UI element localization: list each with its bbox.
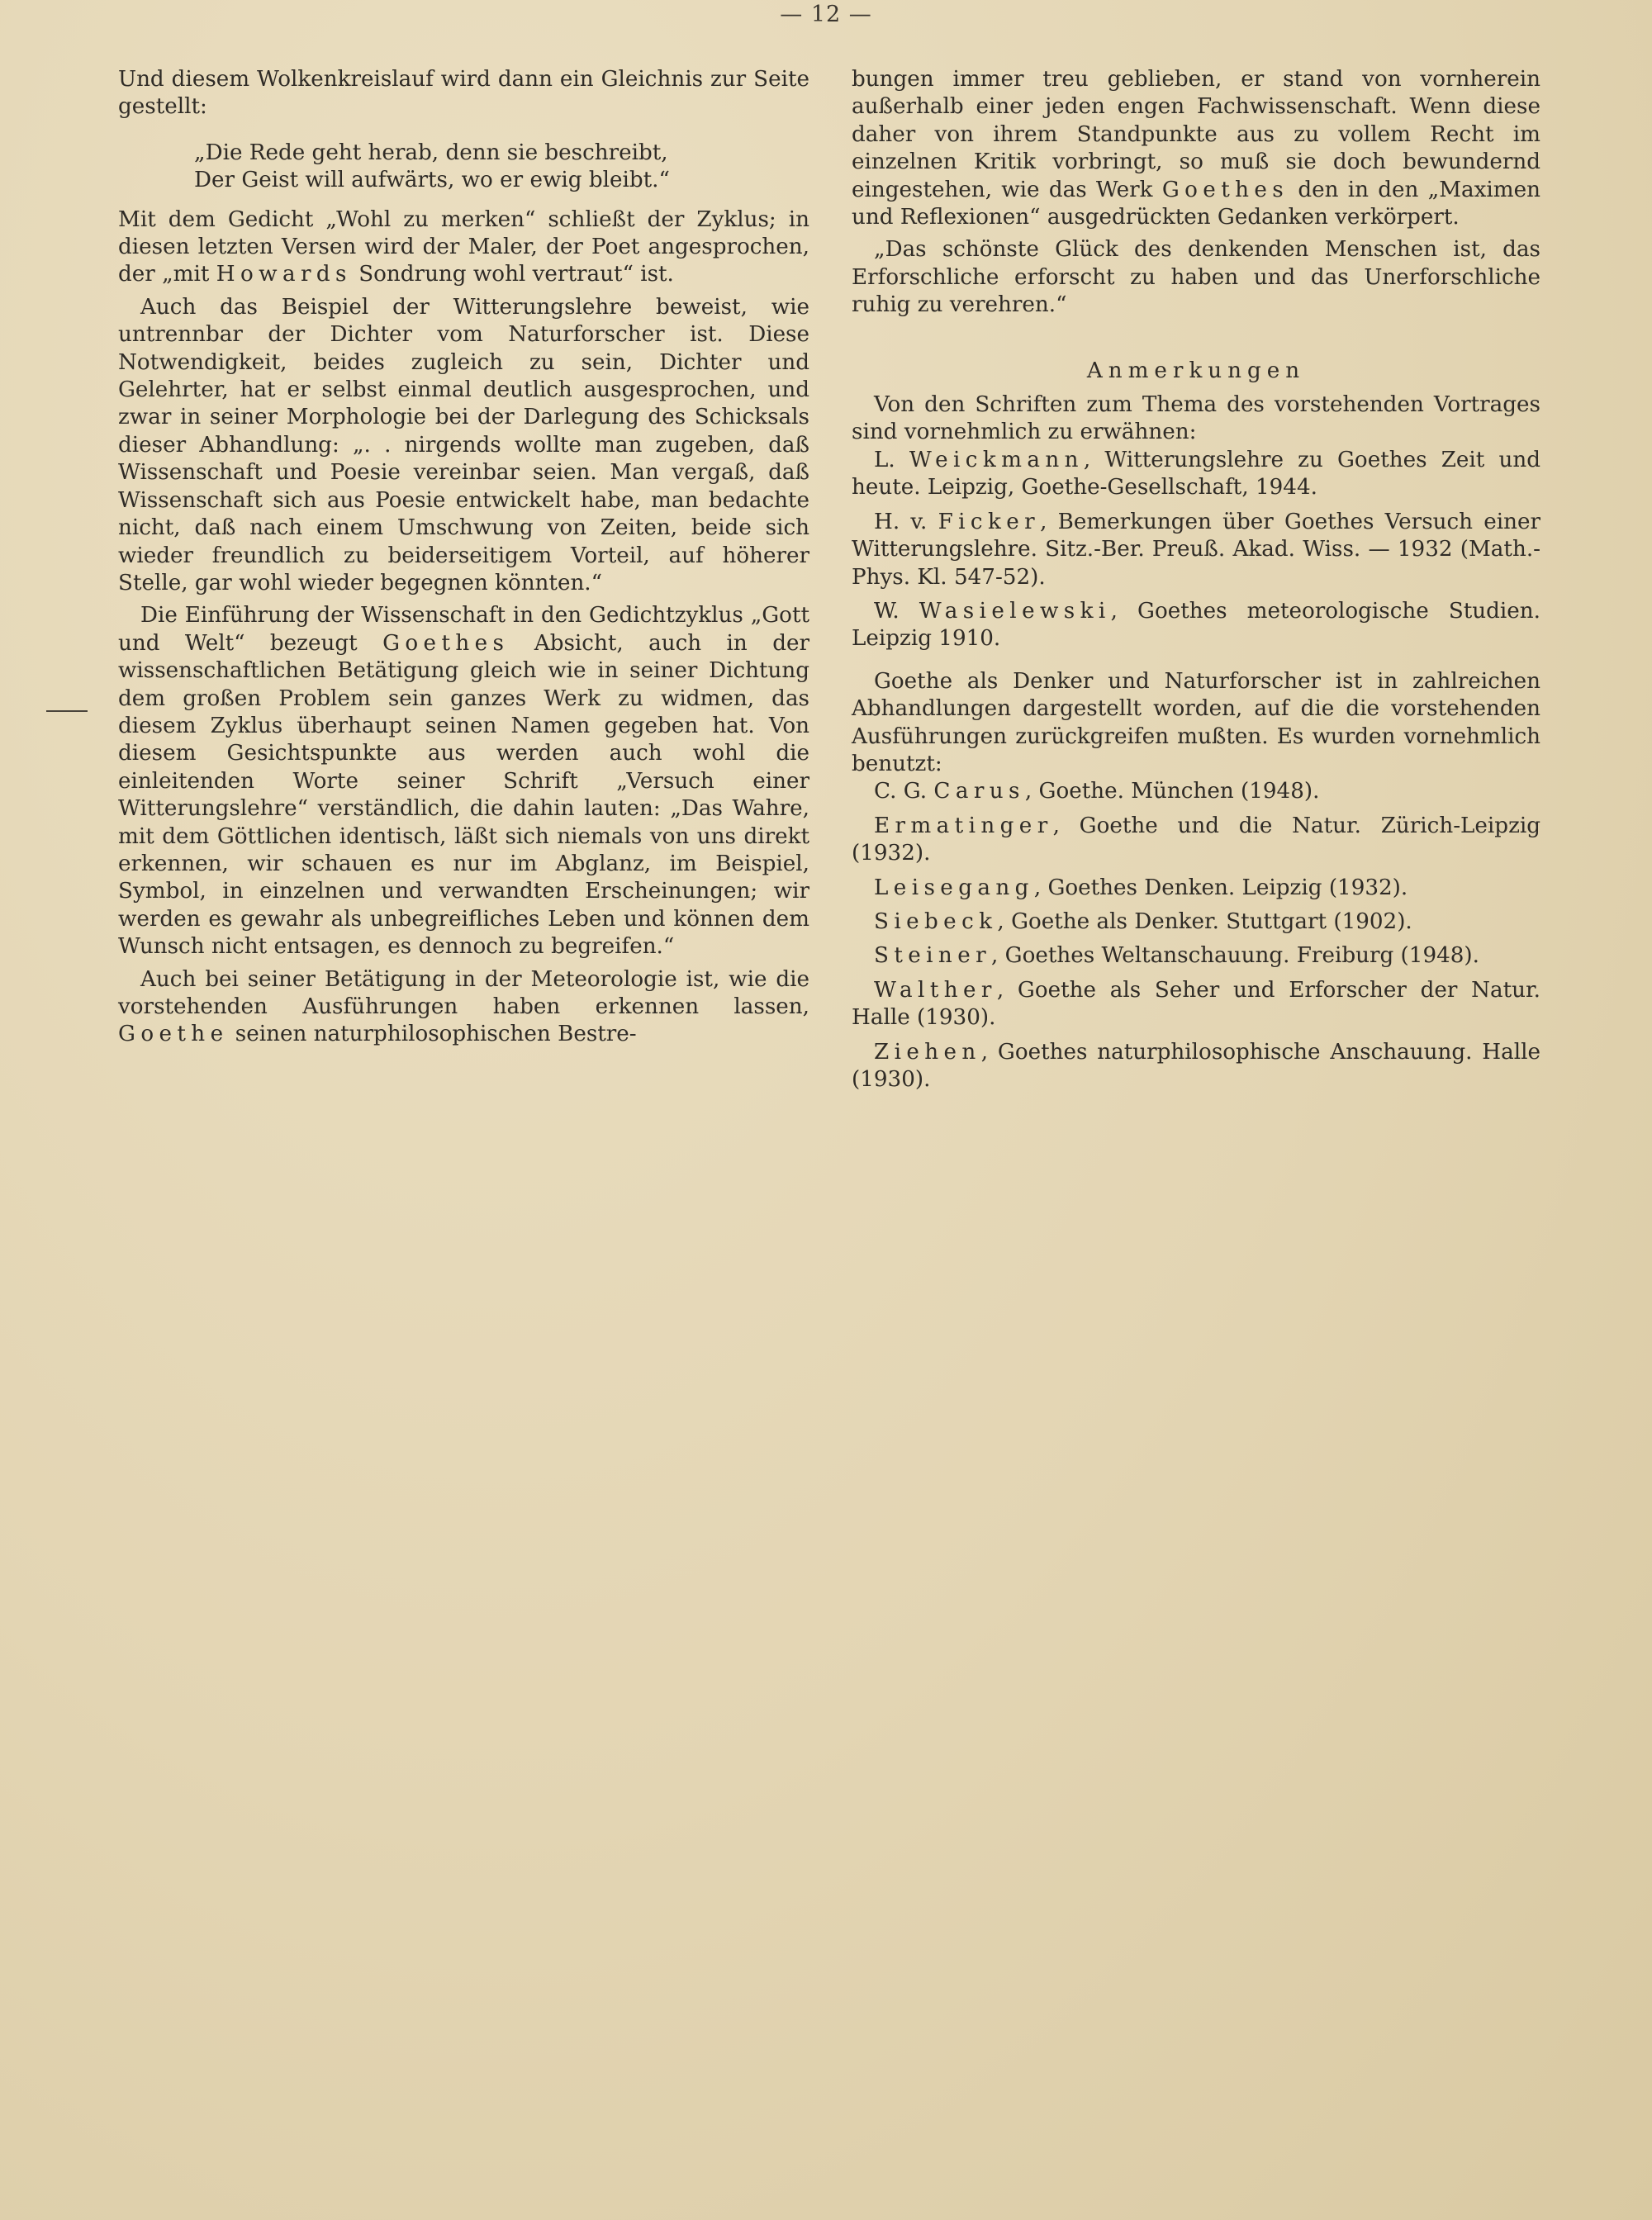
reference-list-1 — [852, 447, 1540, 653]
reference-entry — [852, 778, 1540, 805]
reference-list-2 — [852, 778, 1540, 1093]
reference-prefix: L. — [874, 447, 909, 472]
text: Die Einführung der Wissenschaft in den Gedichtzyklus „Gott und Welt“ bezeugt — [118, 603, 809, 656]
quote-paragraph: „Das schönste Glück des denkenden Menschen ist, das Erforschliche erforscht zu haben und das Unerforschliche ruhig zu verehren.“ — [852, 237, 1540, 318]
reference-entry — [852, 598, 1540, 653]
verse-quote — [118, 140, 809, 195]
margin-mark — [46, 710, 88, 712]
text: Mit dem Gedicht „Wohl zu merken“ schließt der Zyklus; in diesen letzten Versen wird der Maler, der Poet angesprochen, der „mit — [118, 206, 809, 287]
reference-author: Wasielewski — [919, 598, 1111, 624]
reference-details: , Bemerkungen über Goethes Versuch einer Witterungslehre. Sitz.-Ber. Preuß. Akad. Wiss. — 1932 (Math.-Phys. Kl. 547-52). — [852, 509, 1540, 590]
reference-entry — [852, 1039, 1540, 1094]
reference-details: , Goethe als Denker. Stuttgart (1902). — [997, 908, 1412, 934]
reference-details: , Goethe. München (1948). — [1024, 779, 1320, 804]
spaced-name: Goethes — [1161, 177, 1289, 202]
paragraph-witterungslehre: Auch das Beispiel der Witterungslehre beweist, wie untrennbar der Dichter vom Naturforscher ist. Diese Notwendigkeit, beides zugleich zu sein, Dichter und Gelehrter, hat er selbst einmal deutlich ausgesprochen, und zwar in seiner Morphologie bei der Darlegung des Schicksals dieser Abhandlung: „. . nirgends wollte man zugeben, daß Wissenschaft und Poesie vereinbar seien. Man vergaß, daß Wissenschaft sich aus Poesie entwickelt habe, man bedachte nicht, daß nach einem Umschwung von Zeiten, beide sich wieder freundlich zu beiderseitigem Vorteil, auf höherer Stelle, gar wohl wieder begegnen könnten.“ — [118, 294, 809, 595]
reference-entry — [852, 908, 1540, 936]
reference-prefix: C. G. — [874, 779, 934, 804]
reference-author: Steiner — [874, 943, 992, 969]
reference-prefix: W. — [874, 598, 919, 624]
paragraph-continuation — [852, 66, 1540, 231]
text: den in den „Maximen und Reflexionen“ ausgedrückten Gedanken verkörpert. — [852, 177, 1540, 230]
right-column — [852, 66, 1540, 1093]
notes-heading: Anmerkungen — [1086, 358, 1306, 383]
intro-paragraph: Und diesem Wolkenkreislauf wird dann ein Gleichnis zur Seite gestellt: — [118, 67, 809, 120]
reference-entry — [852, 977, 1540, 1032]
text: Auch bei seiner Betätigung in der Meteorologie ist, wie die vorstehenden Ausführungen haben erkennen lassen, — [118, 966, 809, 1019]
verse-line-1: „Die Rede geht herab, denn sie beschreibt, — [194, 140, 668, 165]
sources-intro: Goethe als Denker und Naturforscher ist in zahlreichen Abhandlungen dargestellt worden, auf die die vorstehenden Ausführungen zurückgreifen mußten. Es wurden vornehmlich benutzt: — [852, 668, 1540, 776]
reference-author: Siebeck — [874, 908, 998, 934]
page-number: — 12 — — [780, 2, 872, 27]
left-column — [118, 66, 809, 1049]
reference-author: Ermatinger — [874, 813, 1053, 838]
spaced-name: Howards — [216, 262, 352, 287]
text: Sondrung wohl vertraut“ ist. — [351, 262, 674, 287]
reference-entry — [852, 509, 1540, 591]
reference-author: Carus — [933, 779, 1025, 804]
reference-entry — [852, 813, 1540, 868]
text: seinen naturphilosophischen Bestre- — [228, 1022, 637, 1047]
paragraph-gott-und-welt — [118, 602, 809, 961]
text: bungen immer treu geblieben, er stand von vornherein außerhalb einer jeden engen Fachwissenschaft. Wenn diese daher von ihrem Standpunkte aus zu vollem Recht im einzelnen Kritik vorbringt, so muß sie doch bewundernd eingestehen, wie das Werk — [852, 67, 1540, 202]
reference-entry — [852, 447, 1540, 502]
reference-details: , Witterungslehre zu Goethes Zeit und heute. Leipzig, Goethe-Gesellschaft, 1944. — [852, 447, 1540, 500]
verse-line-2: Der Geist will aufwärts, wo er ewig bleibt.“ — [194, 168, 670, 193]
notes-intro: Von den Schriften zum Thema des vorstehenden Vortrages sind vornehmlich zu erwähnen: — [852, 392, 1540, 445]
spaced-name: Goethes — [382, 630, 510, 656]
reference-details: , Goethes meteorologische Studien. Leipzig 1910. — [852, 598, 1540, 652]
spaced-name: Goethe — [118, 1022, 229, 1047]
reference-author: Weickmann — [909, 447, 1084, 472]
paragraph-meteorologie — [118, 966, 809, 1049]
reference-entry — [852, 875, 1540, 902]
reference-author: Leisegang — [874, 875, 1034, 900]
reference-details: , Goethe und die Natur. Zürich-Leipzig (1932). — [852, 813, 1540, 866]
reference-prefix: H. v. — [874, 509, 938, 534]
reference-author: Walther — [874, 977, 997, 1003]
reference-author: Ziehen — [874, 1039, 981, 1065]
paragraph-wohl-zu-merken — [118, 206, 809, 289]
reference-details: , Goethes Denken. Leipzig (1932). — [1033, 875, 1408, 900]
text: Absicht, auch in der wissenschaftlichen Betätigung gleich wie in seiner Dichtung dem großen Problem sein ganzes Werk zu widmen, das diesem Zyklus überhaupt seinen Namen gegeben hat. Von diesem Gesichtspunkte aus werden auch wohl die einleitenden Worte seiner Schrift „Versuch einer Witterungslehre“ verständlich, die dahin lauten: „Das Wahre, mit dem Göttlichen identisch, läßt sich niemals von uns direkt erkennen, wir schauen es nur im Abglanz, im Beispiel, Symbol, in einzelnen und verwandten Erscheinungen; wir werden es gewahr als unbegreifliches Leben und können dem Wunsch nicht entsagen, es dennoch zu begreifen.“ — [118, 630, 809, 960]
reference-details: , Goethe als Seher und Erforscher der Natur. Halle (1930). — [852, 977, 1540, 1031]
reference-details: , Goethes naturphilosophische Anschauung. Halle (1930). — [852, 1039, 1540, 1092]
reference-entry — [852, 942, 1540, 970]
reference-author: Ficker — [938, 509, 1041, 534]
reference-details: , Goethes Weltanschauung. Freiburg (1948). — [991, 943, 1479, 969]
